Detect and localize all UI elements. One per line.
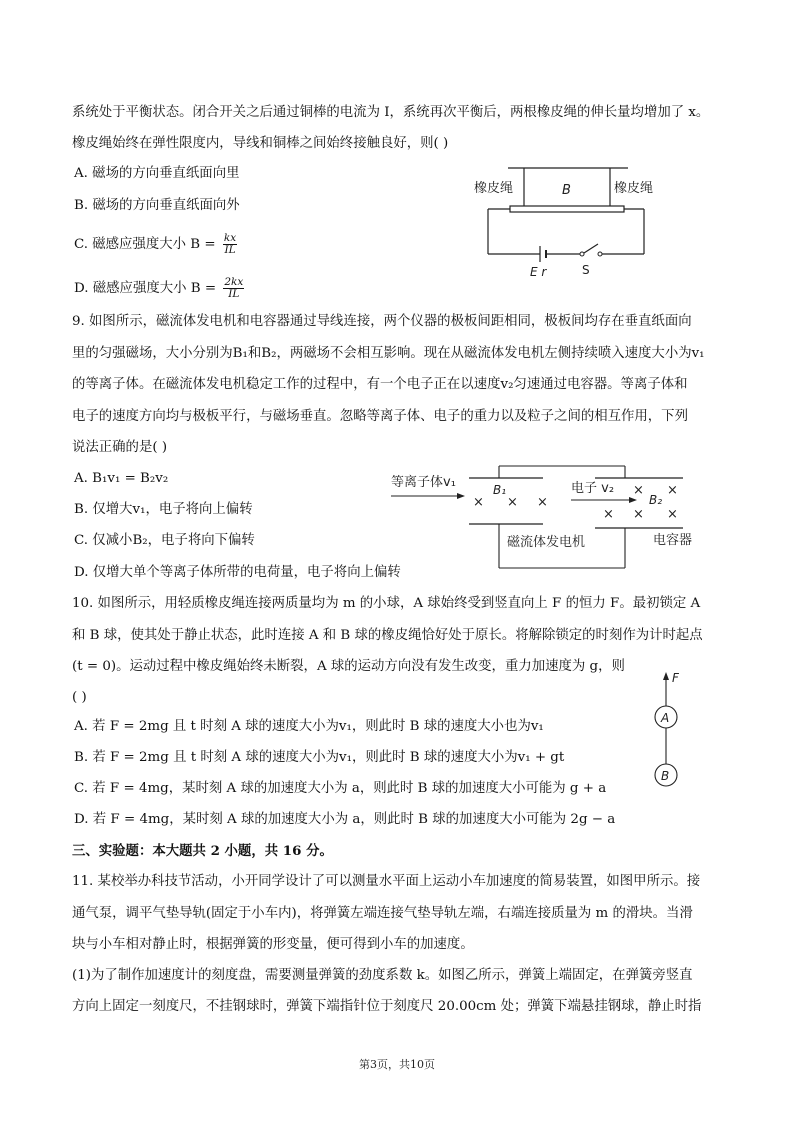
q8-text-line-2: 橡皮绳始终在弹性限度内，导线和铜棒之间始终接触良好，则( ) [72,136,449,151]
q10-text-line-2: 和 B 球，使其处于静止状态，此时连接 A 和 B 球的橡皮绳恰好处于原长。将解除锁定的时刻作为计时起点 [72,628,703,643]
q8-text-line-1: 系统处于平衡状态。闭合开关之后通过铜棒的电流为 I，系统再次平衡后，两根橡皮绳的伸长量均增加了 x。 [72,105,710,120]
q8-fig-right-rubber-label: 橡皮绳 [614,181,654,196]
q9-generator-capacitor-figure [385,464,720,576]
q9-text-line-4: 电子的速度方向均与极板平行，与磁场垂直。忽略等离子体、电子的重力以及粒子之间的相互作用，下列 [72,409,688,424]
q9-fig-cross-7: × [633,507,644,522]
q9-text-line-3: 的等离子体。在磁流体发电机稳定工作的过程中，有一个电子正在以速度v₂匀速通过电容器。等离子体和 [72,377,688,392]
q8-fig-switch-label: S [582,263,590,277]
q10-fig-ball-b-label: B [661,769,670,783]
q10-text-line-3: (t = 0)。运动过程中橡皮绳始终未断裂，A 球的运动方向没有发生改变，重力加速度为 g，则 [72,659,625,674]
q11-text-line-1: 11. 某校举办科技节活动，小开同学设计了可以测量水平面上运动小车加速度的简易装置，如图甲所示。接 [72,874,701,889]
q9-fig-cross-1: × [473,495,484,510]
q9-fig-generator-label: 磁流体发电机 [507,535,586,550]
q9-fig-capacitor-label: 电容器 [653,533,693,548]
q9-fig-cross-4: × [633,483,644,498]
q11-text-line-3: 块与小车相对静止时，根据弹簧的形变量，便可得到小车的加速度。 [72,937,474,952]
q8-option-c [74,233,237,256]
q8-option-d-denominator: IL [228,288,240,300]
q10-option-c: C. 若 F = 4mg，某时刻 A 球的加速度大小为 a，则此时 B 球的加速度大小可能为 g + a [74,781,607,796]
q8-fig-field-label: B [562,183,571,198]
q8-fig-left-rubber-label: 橡皮绳 [474,181,514,196]
q10-fig-force-label: F [672,671,679,685]
section-3-heading: 三、实验题：本大题共 2 小题，共 16 分。 [72,843,333,859]
q8-option-d-text: D. 磁感应强度大小 B = [74,281,217,296]
q9-text-line-5: 说法正确的是( ) [72,440,168,455]
q9-fig-cross-3: × [537,495,548,510]
q9-option-a: A. B₁v₁ = B₂v₂ [74,471,169,486]
q9-option-c: C. 仅减小B₂，电子将向下偏转 [74,533,255,548]
q9-text-line-1: 9. 如图所示，磁流体发电机和电容器通过导线连接，两个仪器的极板间距相同，极板间均存在垂直纸面向 [72,314,692,329]
q8-option-c-denominator: IL [224,244,236,256]
q8-option-c-numerator: kx [223,232,237,244]
q8-option-c-text: C. 磁感应强度大小 B = [74,237,216,252]
q9-fig-cross-5: × [667,483,678,498]
q9-fig-b1-label: B₁ [493,483,507,497]
q8-option-a: A. 磁场的方向垂直纸面向里 [74,166,240,181]
q8-option-c-fraction [223,233,237,256]
q10-fig-ball-a-label: A [661,711,670,725]
q9-fig-b2-label: B₂ [649,493,663,507]
q8-option-d [74,277,244,300]
q9-fig-cross-2: × [507,495,518,510]
q9-text-line-2: 里的匀强磁场，大小分别为B₁和B₂，两磁场不会相互影响。现在从磁流体发电机左侧持续喷入速度大小为v₁ [72,346,705,361]
q10-option-b: B. 若 F = 2mg 且 t 时刻 A 球的速度大小为v₁，则此时 B 球的速度大小为v₁ + gt [74,750,565,765]
q10-balls-figure [648,668,694,792]
q9-fig-electron-label: 电子 v₂ [571,481,615,496]
q9-option-b: B. 仅增大v₁，电子将向上偏转 [74,502,253,517]
q9-option-d: D. 仅增大单个等离子体所带的电荷量，电子将向上偏转 [74,565,401,580]
q9-fig-cross-6: × [603,507,614,522]
q11-text-line-5: 方向上固定一刻度尺，不挂钢球时，弹簧下端指针位于刻度尺 20.00cm 处；弹簧下端悬挂钢球，静止时指 [72,999,702,1014]
q10-option-a: A. 若 F = 2mg 且 t 时刻 A 球的速度大小为v₁，则此时 B 球的速度大小也为v₁ [74,719,544,734]
q10-option-d: D. 若 F = 4mg，某时刻 A 球的加速度大小为 a，则此时 B 球的加速度大小可能为 2g − a [74,812,616,827]
q10-text-line-1: 10. 如图所示，用轻质橡皮绳连接两质量均为 m 的小球，A 球始终受到竖直向上 F 的恒力 F。最初锁定 A [72,596,701,611]
q8-circuit-figure [470,162,670,282]
q8-fig-emf-label: E r [530,265,547,279]
q9-fig-cross-8: × [667,507,678,522]
q8-option-d-fraction [223,277,244,300]
q10-text-line-4: ( ) [72,690,87,705]
q8-option-b: B. 磁场的方向垂直纸面向外 [74,198,240,213]
q11-text-line-2: 通气泵，调平气垫导轨(固定于小车内)，将弹簧左端连接气垫导轨左端，右端连接质量为 m 的滑块。当滑 [72,906,693,921]
q11-text-line-4: (1)为了制作加速度计的刻度盘，需要测量弹簧的劲度系数 k。如图乙所示，弹簧上端固定，在弹簧旁竖直 [72,968,693,983]
q9-fig-plasma-label: 等离子体v₁ [391,475,456,490]
page-footer: 第3页，共10页 [359,1058,435,1071]
q8-option-d-numerator: 2kx [224,276,244,288]
